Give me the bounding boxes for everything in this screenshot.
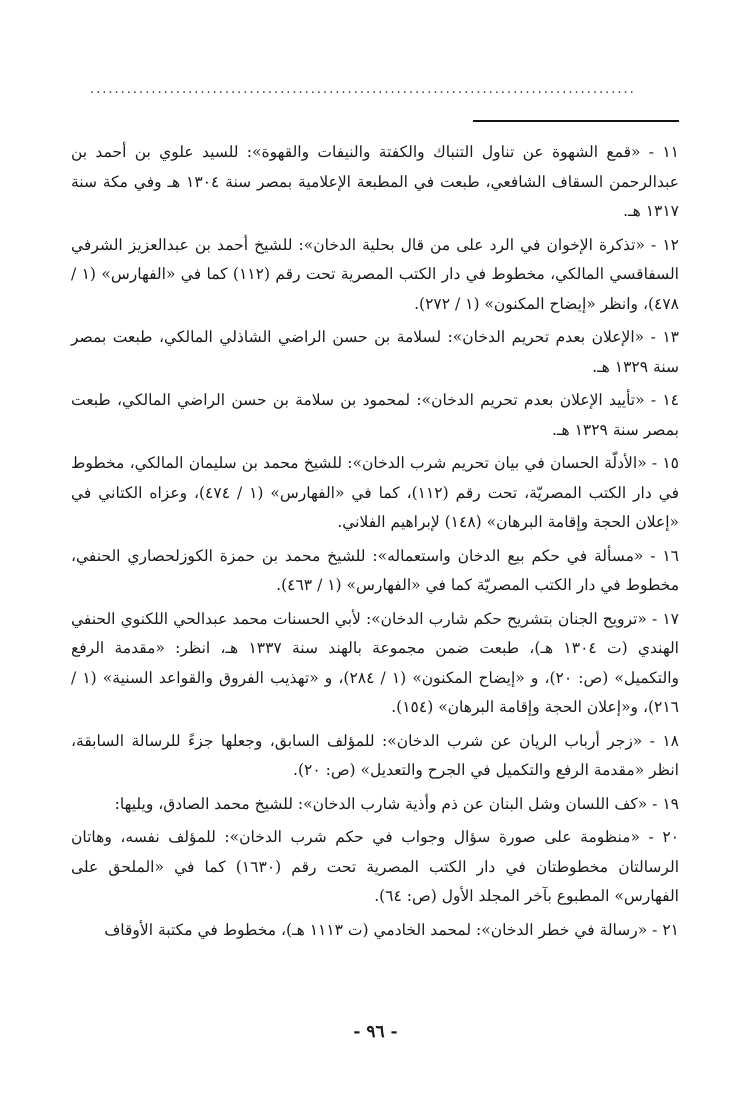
footnote-list	[71, 138, 679, 949]
header-rule	[473, 120, 679, 122]
list-item	[71, 542, 679, 601]
list-item	[71, 605, 679, 723]
list-item	[71, 727, 679, 786]
list-item	[71, 138, 679, 227]
entry-text: ١٣ - «الإعلان بعدم تحريم الدخان»: لسلامة بن حسن الراضي الشاذلي المالكي، طبعت بمصر سنة ١٣٢٩ هـ.	[71, 328, 679, 376]
list-item	[71, 231, 679, 320]
entry-text: ١٧ - «ترويح الجنان بتشريح حكم شارب الدخان»: لأبي الحسنات محمد عبدالحي اللكنوي الحنفي الهندي (ت ١٣٠٤ هـ)، طبعت ضمن مجموعة بالهند سنة ١٣٣٧ هـ، انظر: «مقدمة الرفع والتكميل» (ص: ٢٠)، و «إيضاح المكنون» (١ / ٢٨٤)، و «تهذيب الفروق والقواعد السنية» (١ / ٢١٦)، و«إعلان الحجة وإقامة البرهان» (١٥٤).	[71, 609, 680, 716]
entry-text: ١٦ - «مسألة في حكم بيع الدخان واستعماله»: للشيخ محمد بن حمزة الكوزلحصاري الحنفي، مخطوط في دار الكتب المصريّة كما في «الفهارس» (١ / ٤٦٣).	[71, 546, 679, 594]
page-number: - ٩٦ -	[353, 1022, 398, 1042]
header-dotted-line: .........................................................................................	[90, 82, 636, 97]
entry-text: ١٢ - «تذكرة الإخوان في الرد على من قال بحلية الدخان»: للشيخ أحمد بن عبدالعزيز الشرفي السفاقسي المالكي، مخطوط في دار الكتب المصرية تحت رقم (١١٢) كما في «الفهارس» (١ / ٤٧٨)، وانظر «إيضاح المكنون» (١ / ٢٧٢).	[71, 235, 679, 313]
entry-text: ١٨ - «زجر أرباب الريان عن شرب الدخان»: للمؤلف السابق، وجعلها جزءً للرسالة السابقة، انظر «مقدمة الرفع والتكميل في الجرح والتعديل» (ص: ٢٠).	[71, 731, 679, 779]
entry-text: ٢٠ - «منظومة على صورة سؤال وجواب في حكم شرب الدخان»: للمؤلف نفسه، وهاتان الرسالتان مخطوطتان في دار الكتب المصرية تحت رقم (١٦٣٠) كما في «الملحق على الفهارس» المطبوع بآخر المجلد الأول (ص: ٦٤).	[71, 828, 679, 905]
list-item	[71, 916, 679, 946]
entry-text: ١٤ - «تأييد الإعلان بعدم تحريم الدخان»: لمحمود بن سلامة بن حسن الراضي المالكي، طبعت بمصر سنة ١٣٢٩ هـ.	[71, 391, 679, 439]
entry-text: ٢١ - «رسالة في خطر الدخان»: لمحمد الخادمي (ت ١١١٣ هـ)، مخطوط في مكتبة الأوقاف	[104, 920, 679, 939]
list-item	[71, 323, 679, 382]
entry-text: ١٥ - «الأدلّة الحسان في بيان تحريم شرب الدخان»: للشيخ محمد بن سليمان المالكي، مخطوط في دار الكتب المصريّة، تحت رقم (١١٢)، كما في «الفهارس» (١ / ٤٧٤)، وعزاه الكتاني في «إعلان الحجة وإقامة البرهان» (١٤٨) لإبراهيم الفلاني.	[71, 454, 679, 531]
entry-text: ١٩ - «كف اللسان وشل البنان عن ذم وأذية شارب الدخان»: للشيخ محمد الصادق، ويليها:	[114, 794, 679, 813]
list-item	[71, 790, 679, 820]
list-item	[71, 449, 679, 538]
list-item	[71, 386, 679, 445]
list-item	[71, 823, 679, 912]
entry-text: ١١ - «قمع الشهوة عن تناول التنباك والكفتة والنيفات والقهوة»: للسيد علوي بن أحمد بن عبدالرحمن السقاف الشافعي، طبعت في المطبعة الإعلامية بمصر سنة ١٣٠٤ هـ وفي مكة سنة ١٣١٧ هـ.	[71, 143, 680, 220]
